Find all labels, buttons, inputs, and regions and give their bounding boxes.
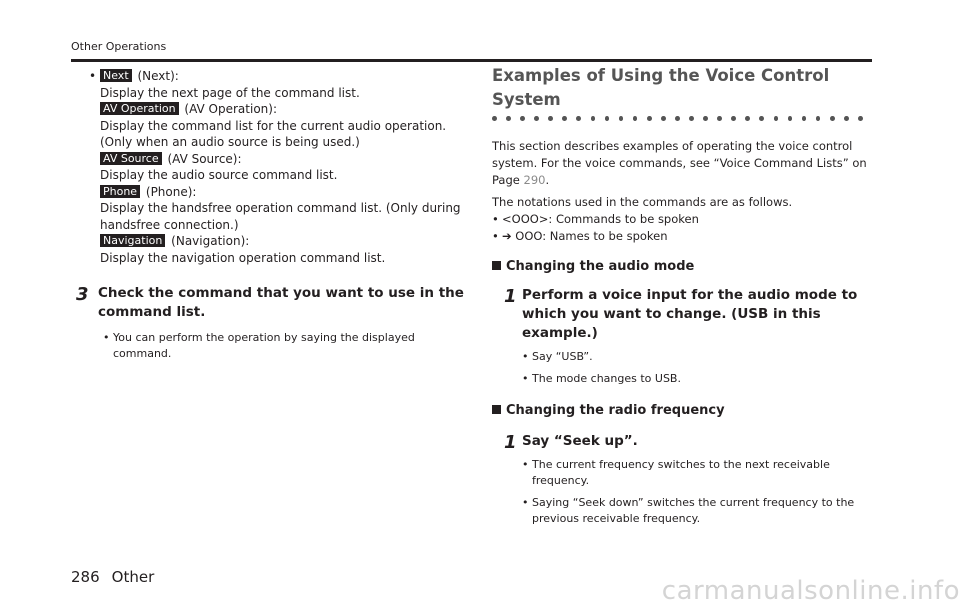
bullet: • <box>522 350 529 363</box>
divider-dot <box>745 116 750 121</box>
list-item <box>100 233 470 266</box>
phone-key: Phone <box>100 185 140 198</box>
page-reference-link[interactable]: 290 <box>523 173 546 187</box>
step-note <box>522 495 872 527</box>
bullet: • <box>103 331 110 344</box>
divider-dot <box>647 116 652 121</box>
step-note <box>522 371 872 387</box>
divider-dot <box>506 116 511 121</box>
divider-dot <box>689 116 694 121</box>
note-text: The current frequency switches to the next receivable frequency. <box>532 458 830 487</box>
item-label: (AV Operation): <box>180 102 277 116</box>
bullet: • <box>522 458 529 471</box>
note-text: You can perform the operation by saying the displayed command. <box>113 331 415 360</box>
divider-dot <box>619 116 624 121</box>
radio-frequency-heading <box>492 402 872 420</box>
heading-text: Changing the radio frequency <box>506 403 725 418</box>
notation-text: ➔ OOO: Names to be spoken <box>502 229 668 243</box>
divider-dot <box>492 116 497 121</box>
divider-dot <box>816 116 821 121</box>
divider-dot <box>534 116 539 121</box>
av-operation-key: AV Operation <box>100 102 179 115</box>
divider-dot <box>605 116 610 121</box>
item-description: Display the command list for the current audio operation. (Only when an audio source is being used.) <box>100 118 447 149</box>
divider-dot <box>633 116 638 121</box>
audio-mode-heading <box>492 258 872 276</box>
divider-dot <box>520 116 525 121</box>
bullet: • <box>492 212 499 226</box>
divider-dot <box>844 116 849 121</box>
list-item <box>89 68 470 101</box>
divider-dot <box>548 116 553 121</box>
divider-dot <box>675 116 680 121</box>
bullet: • <box>522 496 529 509</box>
item-label: (AV Source): <box>163 151 242 166</box>
divider-dot <box>830 116 835 121</box>
step-note <box>522 457 872 489</box>
next-key: Next <box>100 69 132 82</box>
divider-dot <box>591 116 596 121</box>
square-marker-icon <box>492 261 501 270</box>
dotted-divider <box>492 116 872 124</box>
page-footer <box>71 568 154 586</box>
notation-intro: The notations used in the commands are as follows. <box>492 195 793 209</box>
divider-dot <box>703 116 708 121</box>
item-label: (Phone): <box>142 184 197 199</box>
divider-dot <box>661 116 666 121</box>
divider-dot <box>802 116 807 121</box>
step-number: 1 <box>504 286 517 307</box>
navigation-key: Navigation <box>100 234 165 247</box>
bullet: • <box>522 372 529 385</box>
audio-step-1 <box>492 286 872 343</box>
step-instruction: Check the command that you want to use in the command list. <box>98 285 464 320</box>
notation-text: <OOO>: Commands to be spoken <box>502 212 699 226</box>
list-item <box>100 101 470 151</box>
step-number: 1 <box>504 432 517 453</box>
radio-step-1 <box>492 432 872 451</box>
page-number: 286 <box>71 568 100 586</box>
step-note <box>522 349 872 365</box>
note-text: Say “USB”. <box>532 350 593 363</box>
running-header: Other Operations <box>71 40 167 53</box>
bullet: • <box>89 69 97 83</box>
item-description: Display the handsfree operation command list. (Only during handsfree connection.) <box>100 201 461 232</box>
step-3 <box>76 284 466 362</box>
list-item <box>100 184 470 234</box>
divider-dot <box>774 116 779 121</box>
item-description: Display the audio source command list. <box>100 168 338 182</box>
command-button-list <box>89 68 470 266</box>
heading-text: Changing the audio mode <box>506 259 695 274</box>
divider-dot <box>576 116 581 121</box>
note-text: The mode changes to USB. <box>532 372 681 385</box>
item-label: (Navigation): <box>167 234 250 248</box>
item-description: Display the navigation operation command list. <box>100 250 386 265</box>
divider-dot <box>788 116 793 121</box>
footer-section: Other <box>111 568 155 586</box>
header-divider <box>71 59 872 62</box>
watermark: carmanualsonline.info <box>661 576 960 606</box>
section-title: Examples of Using the Voice Control System <box>492 66 830 109</box>
step-note <box>103 330 466 362</box>
item-label: (Next): <box>133 69 179 83</box>
divider-dot <box>759 116 764 121</box>
note-text: Saying “Seek down” switches the current frequency to the previous receivable frequency. <box>532 496 855 525</box>
step-number: 3 <box>76 284 89 305</box>
divider-dot <box>731 116 736 121</box>
divider-dot <box>562 116 567 121</box>
divider-dot <box>717 116 722 121</box>
step-instruction: Say “Seek up”. <box>522 433 638 449</box>
av-source-key: AV Source <box>100 152 162 165</box>
list-item <box>100 151 470 184</box>
item-description: Display the next page of the command list. <box>100 85 360 100</box>
intro-text: This section describes examples of operating the voice control system. For the voice commands, see “Voice Command Lists” on Page <box>492 139 867 187</box>
square-marker-icon <box>492 405 501 414</box>
notation-item <box>492 228 872 245</box>
intro-text-end: . <box>545 173 550 187</box>
intro-paragraph <box>492 138 872 189</box>
divider-dot <box>858 116 863 121</box>
step-instruction: Perform a voice input for the audio mode to which you want to change. (USB in this example.) <box>522 287 858 341</box>
examples-section <box>492 64 872 527</box>
bullet: • <box>492 229 499 243</box>
notation-item <box>492 211 872 228</box>
